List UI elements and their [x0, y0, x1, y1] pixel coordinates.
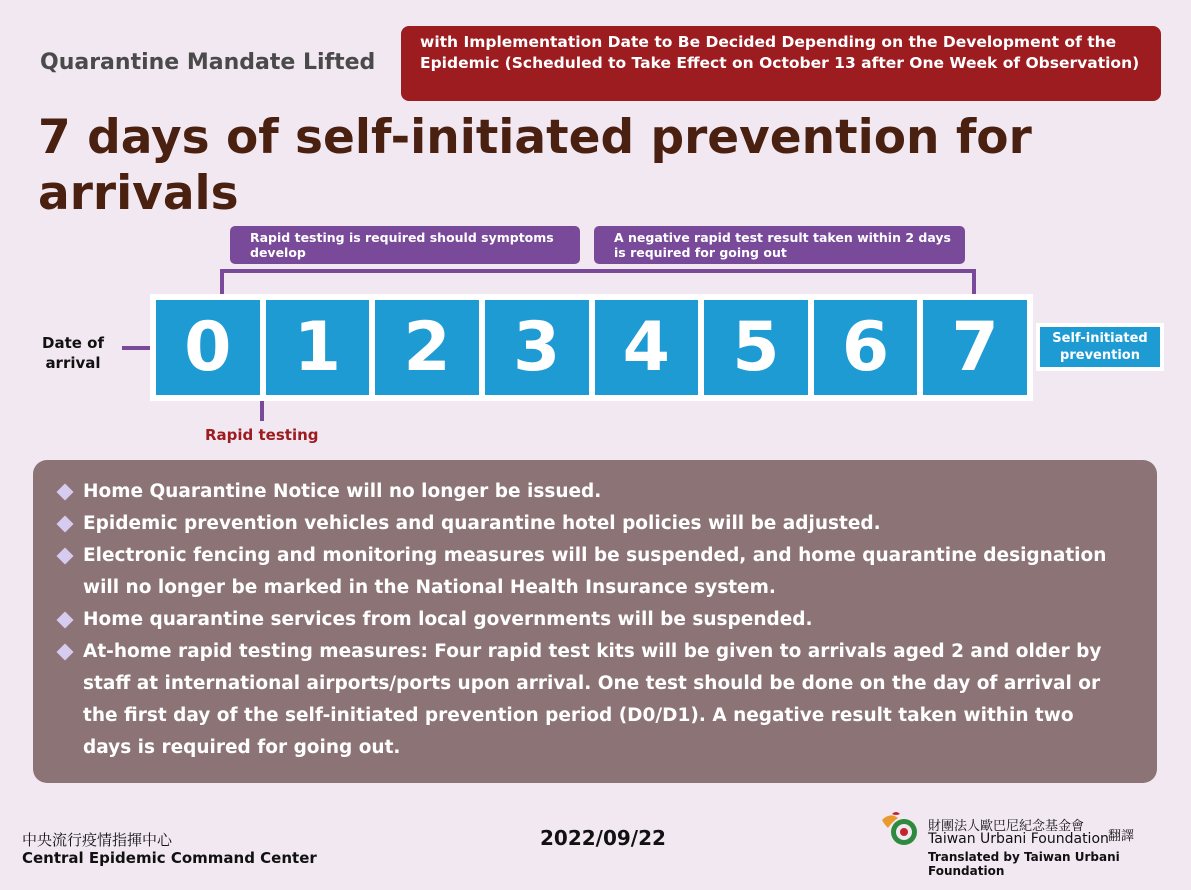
- rapid-testing-label: Rapid testing: [205, 426, 319, 444]
- arrival-connector: [122, 346, 152, 350]
- foundation-name-english: Taiwan Urbani Foundation: [928, 831, 1109, 847]
- info-item: [83, 476, 1117, 508]
- day-timeline: [150, 294, 1033, 401]
- day-box-4: 4: [595, 300, 699, 395]
- page-title: 7 days of self-initiated prevention for arrivals: [38, 110, 1032, 221]
- note-negative-test: A negative rapid test result taken within 2 days is required for going out: [594, 226, 965, 264]
- header-label: Quarantine Mandate Lifted: [40, 50, 376, 75]
- publish-date: 2022/09/22: [540, 826, 666, 850]
- cecc-name-english: Central Epidemic Command Center: [22, 849, 317, 867]
- self-prevention-label: Self-initiated prevention: [1040, 327, 1160, 367]
- diamond-bullet-icon: [57, 548, 74, 565]
- info-item-text: At-home rapid testing measures: Four rapid test kits will be given to arrivals aged 2 and older by staff at international airports/ports upon arrival. One test should be done on the day of arrival or the first day of the self-initiated prevention period (D0/D1). A negative result taken within two days is required for going out.: [83, 641, 1102, 758]
- foundation-name-chinese: 財團法人歐巴尼紀念基金會: [928, 819, 1085, 834]
- rapid-testing-tick: [260, 401, 264, 421]
- cecc-name-chinese: 中央流行疫情指揮中心: [22, 831, 173, 849]
- foundation-logo-icon: [878, 810, 922, 848]
- diamond-bullet-icon: [57, 516, 74, 533]
- day-box-6: 6: [814, 300, 918, 395]
- day-box-5: 5: [704, 300, 808, 395]
- info-item: [83, 636, 1117, 764]
- info-item-text: Epidemic prevention vehicles and quarantine hotel policies will be adjusted.: [83, 513, 881, 534]
- info-item: [83, 604, 1117, 636]
- info-item-text: Home quarantine services from local governments will be suspended.: [83, 609, 813, 630]
- info-item: [83, 540, 1117, 604]
- self-prevention-badge: [1036, 323, 1164, 371]
- day-box-7: 7: [923, 300, 1027, 395]
- info-item: [83, 508, 1117, 540]
- info-item-text: Electronic fencing and monitoring measures will be suspended, and home quarantine designation will no longer be marked in the National Health Insurance system.: [83, 545, 1107, 598]
- info-item-text: Home Quarantine Notice will no longer be issued.: [83, 481, 602, 502]
- arrival-label: Date of arrival: [42, 334, 104, 372]
- day-box-0: 0: [156, 300, 260, 395]
- translated-by-label: Translated by Taiwan Urbani Foundation: [928, 850, 1120, 878]
- day-box-1: 1: [266, 300, 370, 395]
- diamond-bullet-icon: [57, 612, 74, 629]
- timeline-bracket: [220, 269, 976, 295]
- diamond-bullet-icon: [57, 484, 74, 501]
- translation-label-chinese: 翻譯: [1108, 829, 1135, 844]
- policy-info-box: [33, 460, 1157, 783]
- day-box-2: 2: [375, 300, 479, 395]
- note-symptoms: Rapid testing is required should symptoms develop: [230, 226, 580, 264]
- diamond-bullet-icon: [57, 644, 74, 661]
- implementation-banner: with Implementation Date to Be Decided Depending on the Development of the Epidemic (Scheduled to Take Effect on October 13 after One Week of Observation): [401, 26, 1161, 101]
- day-box-3: 3: [485, 300, 589, 395]
